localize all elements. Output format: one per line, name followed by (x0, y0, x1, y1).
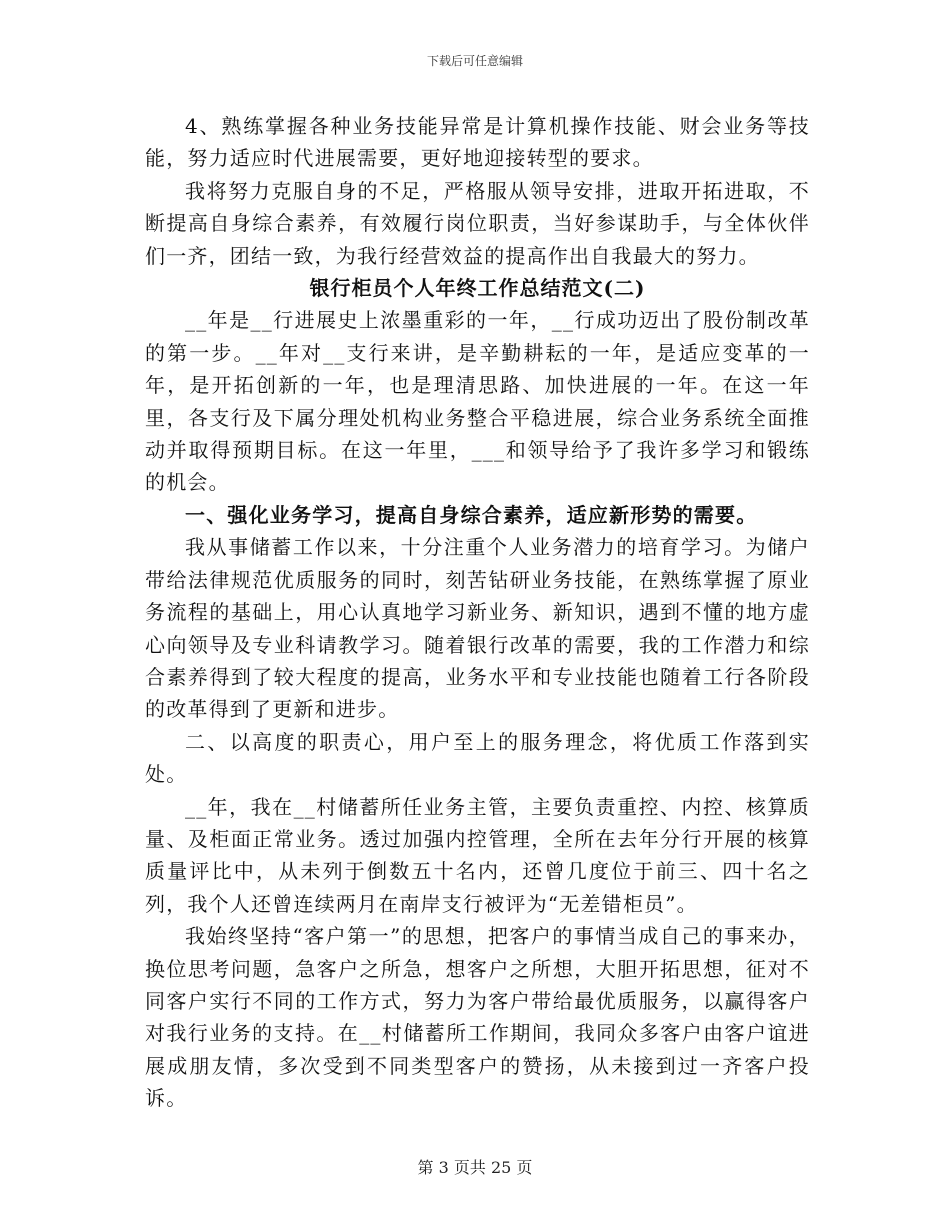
paragraph-2: 我将努力克服自身的不足，严格服从领导安排，进取开拓进取，不断提高自身综合素养，有效履行岗位职责，当好参谋助手，与全体伙伴们一齐，团结一致，为我行经营效益的提高作出自我最大的努力。 (145, 178, 810, 268)
paragraph-5: 二、以高度的职责心，用户至上的服务理念，将优质工作落到实处。 (145, 729, 810, 787)
paragraph-6: __年，我在__村储蓄所任业务主管，主要负责重控、内控、核算质量、及柜面正常业务。透过加强内控管理，全所在去年分行开展的核算质量评比中，从未列于倒数五十名内，还曾几度位于前三、四十名之列，我个人还曾连续两月在南岸支行被评为“无差错柜员”。 (145, 794, 810, 916)
paragraph-3: __年是__行进展史上浓墨重彩的一年，__行成功迈出了股份制改革的第一步。__年对__支行来讲，是辛勤耕耘的一年，是适应变革的一年，是开拓创新的一年，也是理清思路、加快进展的一年。在这一年里，各支行及下属分理处机构业务整合平稳进展，综合业务系统全面推动并取得预期目标。在这一年里，___和领导给予了我许多学习和锻练的机会。 (145, 308, 810, 495)
section-title: 银行柜员个人年终工作总结范文(二) (309, 276, 646, 301)
page-header: 下载后可任意编辑 (426, 54, 523, 68)
paragraph-1: 4、熟练掌握各种业务技能异常是计算机操作技能、财会业务等技能，努力适应时代进展需要，更好地迎接转型的要求。 (145, 114, 810, 171)
page-number: 第 3 页共 25 页 (417, 1158, 533, 1177)
subheading-1: 一、强化业务学习，提高自身综合素养，适应新形势的需要。 (185, 502, 758, 527)
document-body (145, 110, 810, 1115)
paragraph-4: 我从事储蓄工作以来，十分注重个人业务潜力的培育学习。为储户带给法律规范优质服务的同时，刻苦钻研业务技能，在熟练掌握了原业务流程的基础上，用心认真地学习新业务、新知识，遇到不懂的地方虚心向领导及专业科请教学习。随着银行改革的需要，我的工作潜力和综合素养得到了较大程度的提高，业务水平和专业技能也随着工行各阶段的改革得到了更新和进步。 (145, 535, 810, 722)
paragraph-7: 我始终坚持“客户第一”的思想，把客户的事情当成自己的事来办，换位思考问题，急客户之所急，想客户之所想，大胆开拓思想，征对不同客户实行不同的工作方式，努力为客户带给最优质服务，以赢得客户对我行业务的支持。在__村储蓄所工作期间，我同众多客户由客户谊进展成朋友情，多次受到不同类型客户的赞扬，从未接到过一齐客户投诉。 (145, 924, 810, 1111)
